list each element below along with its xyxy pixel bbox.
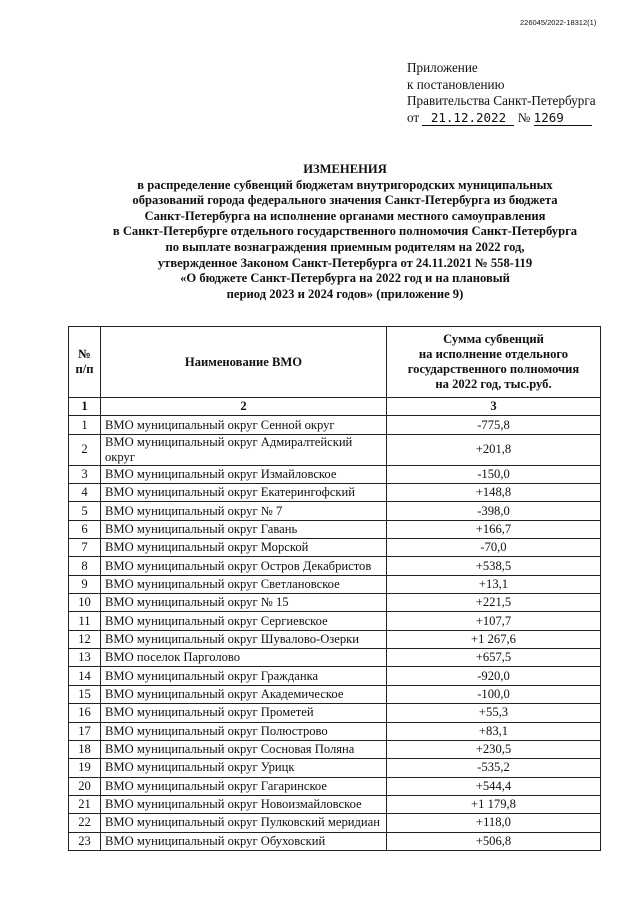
vmo-name: ВМО муниципальный округ Новоизмайловское xyxy=(101,795,387,813)
subvention-amount: +118,0 xyxy=(387,814,601,832)
vmo-name: ВМО муниципальный округ Сенной округ xyxy=(101,416,387,434)
table-row xyxy=(69,777,601,795)
header-number: № п/п xyxy=(69,327,101,398)
appendix-date-line xyxy=(407,110,596,127)
appendix-line: Правительства Санкт-Петербурга xyxy=(407,93,596,108)
vmo-name: ВМО муниципальный округ Светлановское xyxy=(101,575,387,593)
subvention-amount: +148,8 xyxy=(387,484,601,502)
column-index: 3 xyxy=(387,398,601,416)
vmo-name: ВМО муниципальный округ Академическое xyxy=(101,685,387,703)
resolution-number: 1269 xyxy=(534,111,592,126)
title-line: образований города федерального значения Санкт-Петербурга из бюджета xyxy=(132,193,558,208)
table-row xyxy=(69,539,601,557)
table-row xyxy=(69,704,601,722)
table-row xyxy=(69,502,601,520)
vmo-name: ВМО муниципальный округ № 15 xyxy=(101,594,387,612)
vmo-name: ВМО муниципальный округ Сергиевское xyxy=(101,612,387,630)
table-row xyxy=(69,759,601,777)
subvention-amount: -920,0 xyxy=(387,667,601,685)
row-number: 4 xyxy=(69,484,101,502)
vmo-name: ВМО муниципальный округ № 7 xyxy=(101,502,387,520)
resolution-date: 21.12.2022 xyxy=(422,111,514,126)
subvention-amount: -70,0 xyxy=(387,539,601,557)
row-number: 10 xyxy=(69,594,101,612)
vmo-name: ВМО муниципальный округ Урицк xyxy=(101,759,387,777)
subvention-amount: +55,3 xyxy=(387,704,601,722)
vmo-name: ВМО муниципальный округ Прометей xyxy=(101,704,387,722)
number-prefix: № xyxy=(517,109,531,125)
column-index: 2 xyxy=(101,398,387,416)
title-line: в Санкт-Петербурге отдельного государственного полномочия Санкт-Петербурга xyxy=(112,224,578,239)
subvention-amount: +13,1 xyxy=(387,575,601,593)
table-row xyxy=(69,832,601,850)
table-row xyxy=(69,814,601,832)
title-line: «О бюджете Санкт-Петербурга на 2022 год и на плановый xyxy=(180,271,510,286)
subvention-amount: +1 267,6 xyxy=(387,630,601,648)
table-row xyxy=(69,630,601,648)
row-number: 5 xyxy=(69,502,101,520)
row-number: 9 xyxy=(69,575,101,593)
title-line: период 2023 и 2024 годов» (приложение 9) xyxy=(226,286,464,301)
row-number: 19 xyxy=(69,759,101,777)
vmo-name: ВМО муниципальный округ Обуховский xyxy=(101,832,387,850)
document-title xyxy=(60,162,630,302)
subvention-amount: +544,4 xyxy=(387,777,601,795)
table-row xyxy=(69,722,601,740)
table-row xyxy=(69,416,601,434)
subvention-amount: +1 179,8 xyxy=(387,795,601,813)
vmo-name: ВМО муниципальный округ Пулковский меридиан xyxy=(101,814,387,832)
subvention-amount: +538,5 xyxy=(387,557,601,575)
subvention-amount: +230,5 xyxy=(387,740,601,758)
subvention-amount: +221,5 xyxy=(387,594,601,612)
table-row xyxy=(69,520,601,538)
vmo-name: ВМО муниципальный округ Полюстрово xyxy=(101,722,387,740)
appendix-line: к постановлению xyxy=(407,76,505,92)
header-amount: Сумма субвенций на исполнение отдельного государственного полномочия на 2022 год, тыс.руб. xyxy=(387,327,601,398)
vmo-name: ВМО муниципальный округ Гавань xyxy=(101,520,387,538)
row-number: 13 xyxy=(69,649,101,667)
table-row xyxy=(69,685,601,703)
title-line: по выплате вознаграждения приемным родителям на 2022 год, xyxy=(165,239,525,254)
row-number: 8 xyxy=(69,557,101,575)
subvention-amount: +657,5 xyxy=(387,649,601,667)
subvention-amount: -100,0 xyxy=(387,685,601,703)
vmo-name: ВМО муниципальный округ Шувалово-Озерки xyxy=(101,630,387,648)
subvention-amount: +166,7 xyxy=(387,520,601,538)
table-row xyxy=(69,612,601,630)
vmo-name: ВМО муниципальный округ Морской xyxy=(101,539,387,557)
vmo-name: ВМО муниципальный округ Адмиралтейский округ xyxy=(101,434,387,465)
document-registration-number: 226045/2022-18312(1) xyxy=(520,18,597,27)
vmo-name: ВМО муниципальный округ Гражданка xyxy=(101,667,387,685)
table-row xyxy=(69,667,601,685)
subvention-amount: -775,8 xyxy=(387,416,601,434)
subvention-amount: +506,8 xyxy=(387,832,601,850)
row-number: 2 xyxy=(69,434,101,465)
row-number: 21 xyxy=(69,795,101,813)
row-number: 17 xyxy=(69,722,101,740)
title-line: в распределение субвенций бюджетам внутригородских муниципальных xyxy=(137,177,553,192)
row-number: 16 xyxy=(69,704,101,722)
title-line: утвержденное Законом Санкт-Петербурга от 24.11.2021 № 558-119 xyxy=(157,255,533,270)
subvention-amount: +201,8 xyxy=(387,434,601,465)
row-number: 18 xyxy=(69,740,101,758)
row-number: 11 xyxy=(69,612,101,630)
table-row xyxy=(69,557,601,575)
subvention-amount: +83,1 xyxy=(387,722,601,740)
table-row xyxy=(69,575,601,593)
subvention-amount: -398,0 xyxy=(387,502,601,520)
column-index: 1 xyxy=(69,398,101,416)
row-number: 6 xyxy=(69,520,101,538)
table-row xyxy=(69,649,601,667)
row-number: 1 xyxy=(69,416,101,434)
appendix-block xyxy=(407,60,596,126)
table-row xyxy=(69,740,601,758)
vmo-name: ВМО муниципальный округ Екатерингофский xyxy=(101,484,387,502)
row-number: 12 xyxy=(69,630,101,648)
column-index-row xyxy=(69,398,601,416)
vmo-name: ВМО муниципальный округ Остров Декабристов xyxy=(101,557,387,575)
appendix-line: Приложение xyxy=(407,60,478,75)
subvention-amount: -535,2 xyxy=(387,759,601,777)
title-heading: ИЗМЕНЕНИЯ xyxy=(303,162,387,176)
vmo-name: ВМО муниципальный округ Гагаринское xyxy=(101,777,387,795)
table-row xyxy=(69,594,601,612)
table-row xyxy=(69,484,601,502)
subventions-table xyxy=(68,326,601,851)
row-number: 3 xyxy=(69,465,101,483)
title-line: Санкт-Петербурга на исполнение органами местного самоуправления xyxy=(144,208,546,223)
row-number: 22 xyxy=(69,814,101,832)
row-number: 15 xyxy=(69,685,101,703)
table-row xyxy=(69,434,601,465)
table-header-row xyxy=(69,327,601,398)
subvention-amount: +107,7 xyxy=(387,612,601,630)
vmo-name: ВМО муниципальный округ Сосновая Поляна xyxy=(101,740,387,758)
table-row xyxy=(69,465,601,483)
row-number: 14 xyxy=(69,667,101,685)
subvention-amount: -150,0 xyxy=(387,465,601,483)
row-number: 23 xyxy=(69,832,101,850)
row-number: 7 xyxy=(69,539,101,557)
vmo-name: ВМО муниципальный округ Измайловское xyxy=(101,465,387,483)
table-row xyxy=(69,795,601,813)
row-number: 20 xyxy=(69,777,101,795)
date-prefix: от xyxy=(407,109,420,125)
header-name: Наименование ВМО xyxy=(101,327,387,398)
vmo-name: ВМО поселок Парголово xyxy=(101,649,387,667)
